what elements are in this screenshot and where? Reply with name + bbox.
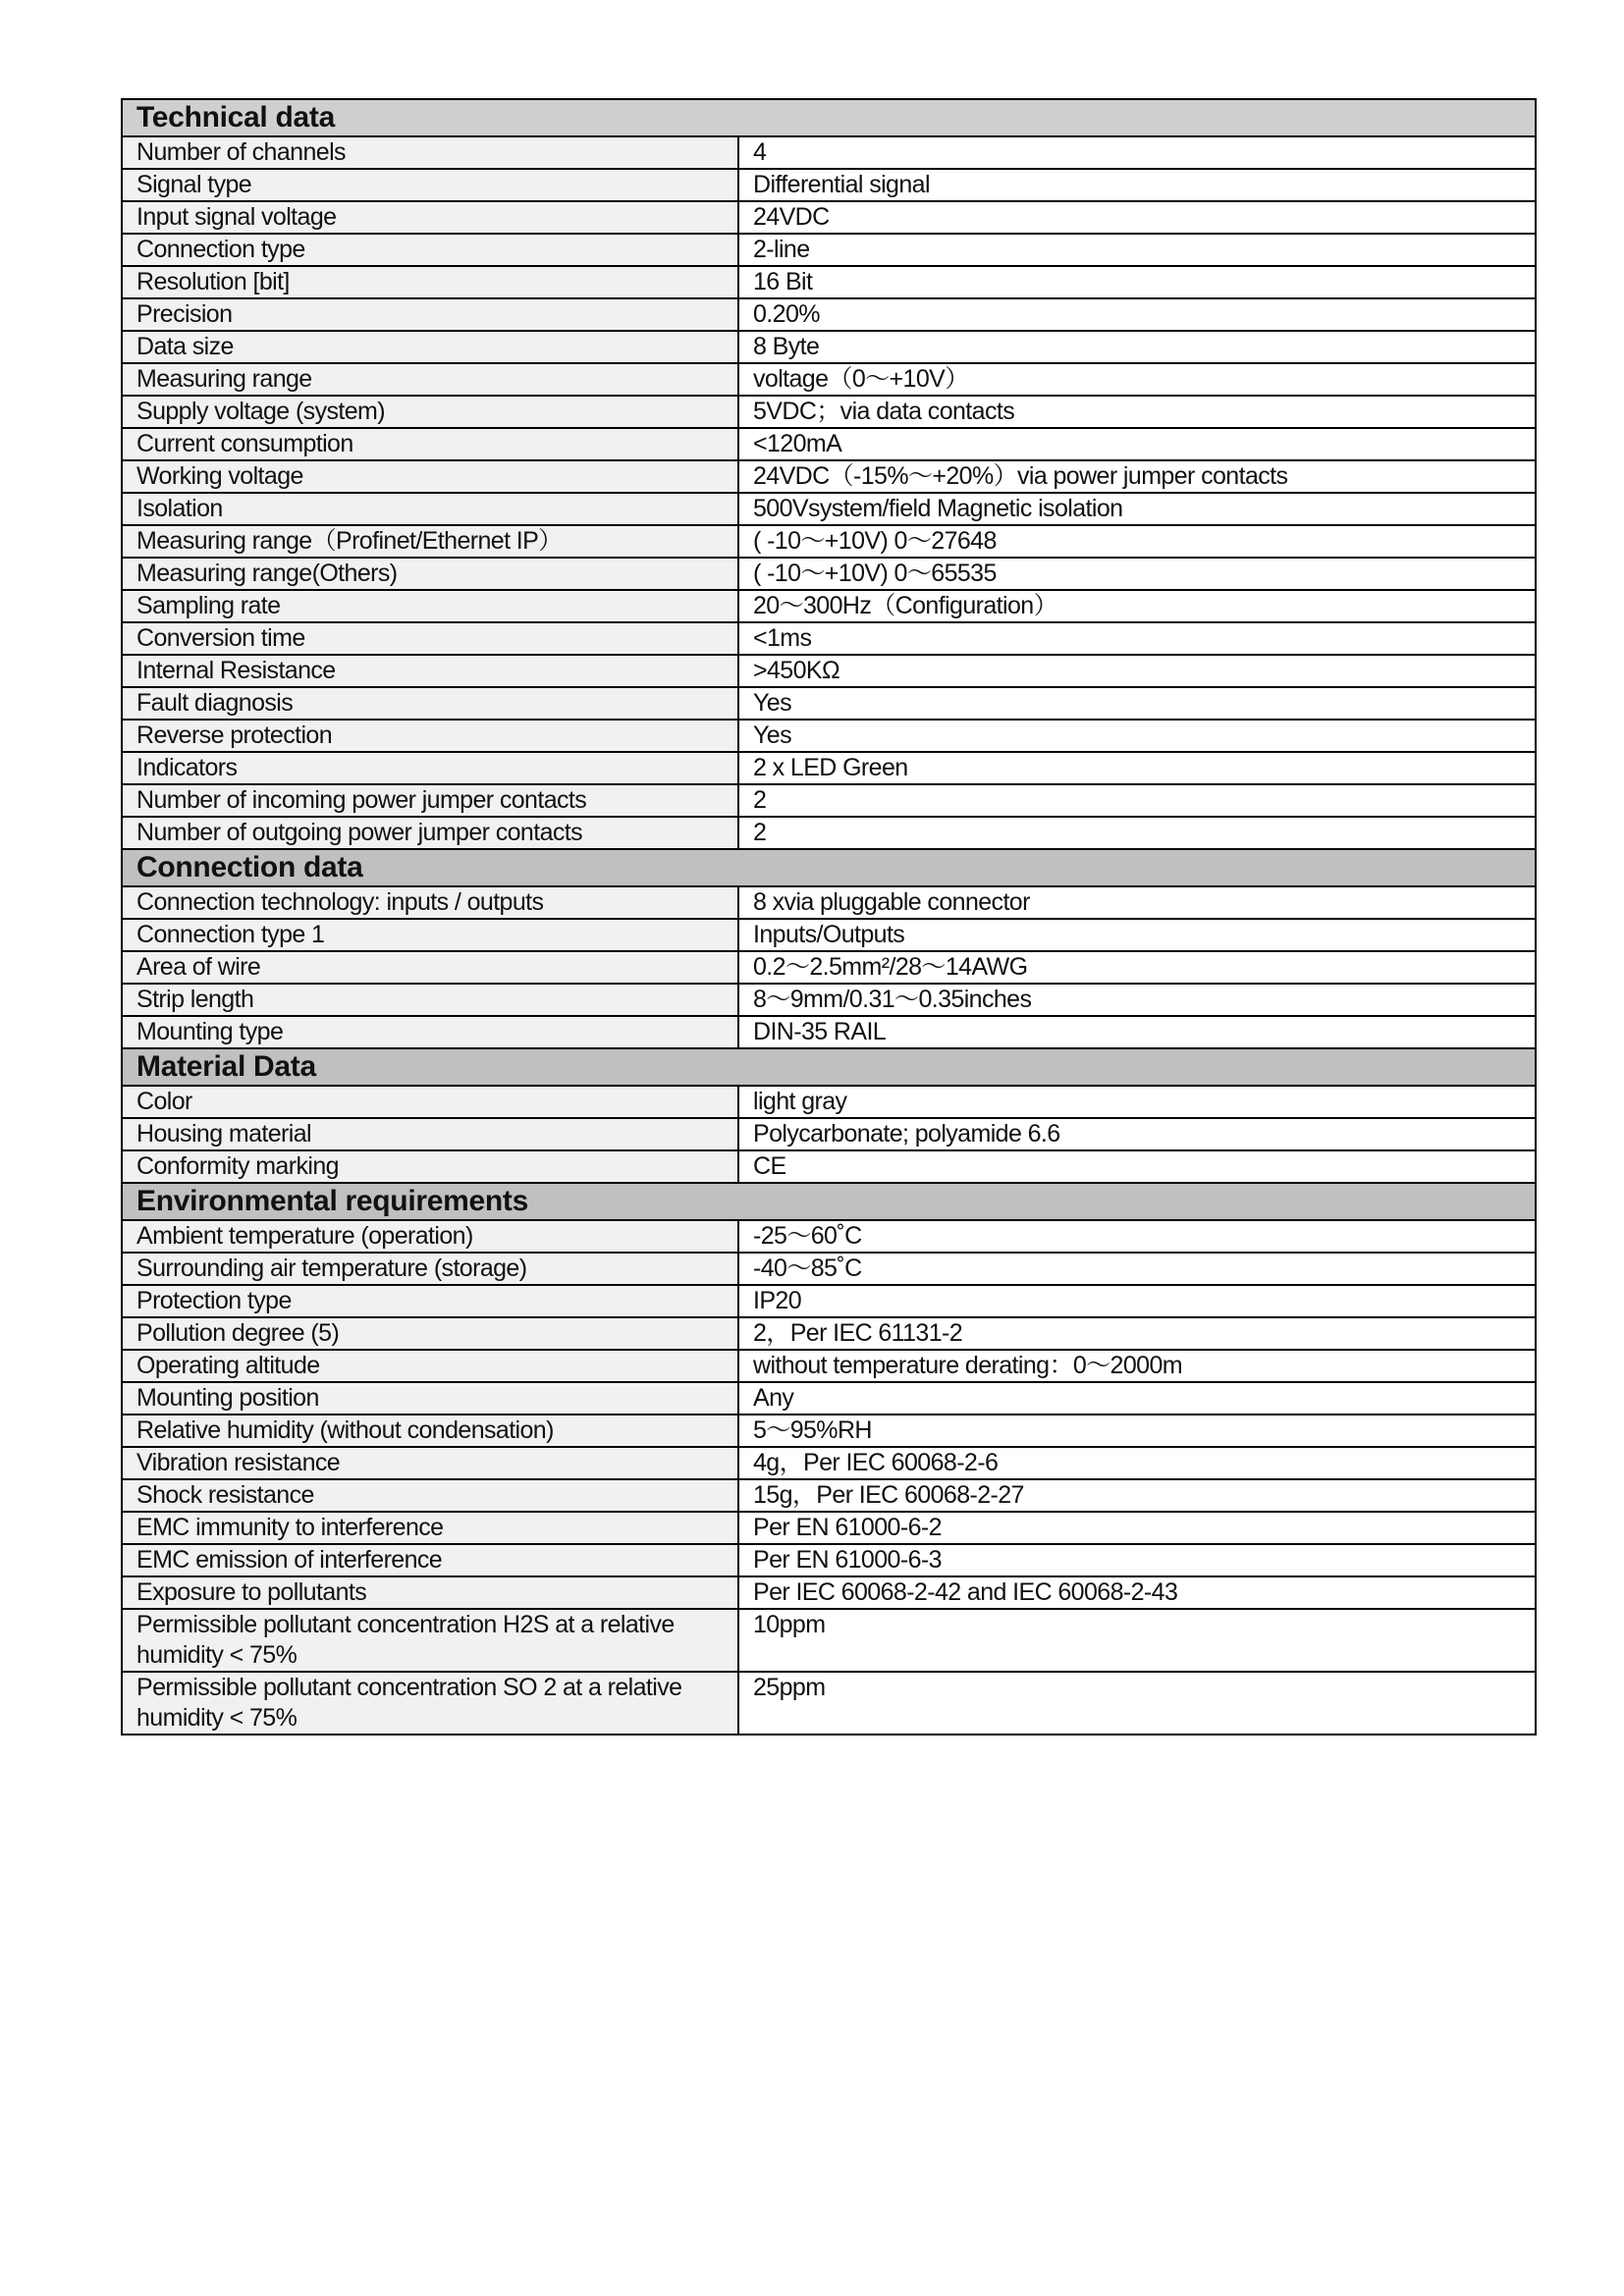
spec-value: 5VDC；via data contacts: [738, 396, 1536, 428]
spec-value: IP20: [738, 1285, 1536, 1317]
spec-value: Per EN 61000-6-3: [738, 1544, 1536, 1576]
spec-value: 0.20%: [738, 298, 1536, 331]
spec-label: Permissible pollutant concentration H2S at a relative humidity < 75%: [122, 1609, 738, 1672]
table-row: [122, 817, 1536, 849]
spec-label: Data size: [122, 331, 738, 363]
spec-value: 5～95%RH: [738, 1415, 1536, 1447]
spec-label: EMC emission of interference: [122, 1544, 738, 1576]
spec-label: Shock resistance: [122, 1479, 738, 1512]
spec-label: EMC immunity to interference: [122, 1512, 738, 1544]
table-row: [122, 1317, 1536, 1350]
spec-label: Pollution degree (5): [122, 1317, 738, 1350]
spec-label: Measuring range（Profinet/Ethernet IP）: [122, 525, 738, 558]
spec-value: 0.2～2.5mm²/28～14AWG: [738, 951, 1536, 984]
spec-label: Resolution [bit]: [122, 266, 738, 298]
spec-label: Number of outgoing power jumper contacts: [122, 817, 738, 849]
table-row: [122, 201, 1536, 234]
section-title: Connection data: [122, 849, 1536, 886]
spec-value: 24VDC: [738, 201, 1536, 234]
spec-value: Per IEC 60068-2-42 and IEC 60068-2-43: [738, 1576, 1536, 1609]
table-row: [122, 1544, 1536, 1576]
spec-value: 25ppm: [738, 1672, 1536, 1735]
table-row: [122, 1285, 1536, 1317]
table-row: [122, 1512, 1536, 1544]
spec-value: 4g，Per IEC 60068-2-6: [738, 1447, 1536, 1479]
spec-label: Signal type: [122, 169, 738, 201]
spec-label: Measuring range(Others): [122, 558, 738, 590]
table-row: [122, 720, 1536, 752]
spec-label: Strip length: [122, 984, 738, 1016]
spec-value: Yes: [738, 687, 1536, 720]
spec-value: ( -10～+10V) 0～65535: [738, 558, 1536, 590]
spec-value: 4: [738, 136, 1536, 169]
table-row: [122, 1220, 1536, 1253]
spec-label: Number of incoming power jumper contacts: [122, 784, 738, 817]
spec-label: Internal Resistance: [122, 655, 738, 687]
spec-value: 2: [738, 817, 1536, 849]
spec-value: Differential signal: [738, 169, 1536, 201]
spec-value: >450KΩ: [738, 655, 1536, 687]
spec-label: Housing material: [122, 1118, 738, 1150]
spec-label: Connection type: [122, 234, 738, 266]
spec-label: Conversion time: [122, 622, 738, 655]
spec-value: <120mA: [738, 428, 1536, 460]
spec-value: 500Vsystem/field Magnetic isolation: [738, 493, 1536, 525]
table-row: [122, 784, 1536, 817]
table-row: [122, 331, 1536, 363]
spec-label: Relative humidity (without condensation): [122, 1415, 738, 1447]
table-row: [122, 1150, 1536, 1183]
table-row: [122, 984, 1536, 1016]
spec-label: Connection type 1: [122, 919, 738, 951]
spec-value: Per EN 61000-6-2: [738, 1512, 1536, 1544]
table-row: [122, 234, 1536, 266]
spec-value: CE: [738, 1150, 1536, 1183]
table-row: [122, 1672, 1536, 1735]
section-header-connection-data: [122, 849, 1536, 886]
spec-label: Sampling rate: [122, 590, 738, 622]
table-row: [122, 951, 1536, 984]
table-row: [122, 169, 1536, 201]
table-row: [122, 1253, 1536, 1285]
spec-label: Supply voltage (system): [122, 396, 738, 428]
table-row: [122, 622, 1536, 655]
spec-label: Operating altitude: [122, 1350, 738, 1382]
spec-value: DIN-35 RAIL: [738, 1016, 1536, 1048]
spec-label: Measuring range: [122, 363, 738, 396]
table-row: [122, 752, 1536, 784]
spec-label: Surrounding air temperature (storage): [122, 1253, 738, 1285]
spec-value: 2 x LED Green: [738, 752, 1536, 784]
table-row: [122, 1350, 1536, 1382]
spec-label: Mounting type: [122, 1016, 738, 1048]
table-row: [122, 428, 1536, 460]
section-title: Material Data: [122, 1048, 1536, 1086]
spec-value: 16 Bit: [738, 266, 1536, 298]
table-row: [122, 1447, 1536, 1479]
spec-label: Protection type: [122, 1285, 738, 1317]
spec-label: Reverse protection: [122, 720, 738, 752]
table-row: [122, 1415, 1536, 1447]
spec-value: ( -10～+10V) 0～27648: [738, 525, 1536, 558]
table-row: [122, 687, 1536, 720]
spec-value: 20～300Hz（Configuration）: [738, 590, 1536, 622]
spec-label: Working voltage: [122, 460, 738, 493]
spec-value: 24VDC（-15%～+20%）via power jumper contacts: [738, 460, 1536, 493]
spec-value: 10ppm: [738, 1609, 1536, 1672]
spec-value: Yes: [738, 720, 1536, 752]
spec-value: light gray: [738, 1086, 1536, 1118]
spec-value: 2: [738, 784, 1536, 817]
spec-value: voltage（0～+10V）: [738, 363, 1536, 396]
table-row: [122, 590, 1536, 622]
spec-label: Ambient temperature (operation): [122, 1220, 738, 1253]
spec-label: Permissible pollutant concentration SO 2 at a relative humidity < 75%: [122, 1672, 738, 1735]
spec-value: 2-line: [738, 234, 1536, 266]
specifications-table-body: [122, 99, 1536, 1735]
table-row: [122, 460, 1536, 493]
table-row: [122, 1609, 1536, 1672]
spec-label: Indicators: [122, 752, 738, 784]
spec-label: Precision: [122, 298, 738, 331]
spec-label: Area of wire: [122, 951, 738, 984]
spec-label: Number of channels: [122, 136, 738, 169]
spec-label: Isolation: [122, 493, 738, 525]
specifications-table: [121, 98, 1537, 1735]
section-header-environmental-requirements: [122, 1183, 1536, 1220]
spec-label: Vibration resistance: [122, 1447, 738, 1479]
table-row: [122, 363, 1536, 396]
section-header-technical-data: [122, 99, 1536, 136]
spec-label: Current consumption: [122, 428, 738, 460]
table-row: [122, 298, 1536, 331]
spec-value: -40～85˚C: [738, 1253, 1536, 1285]
table-row: [122, 1016, 1536, 1048]
table-row: [122, 886, 1536, 919]
table-row: [122, 1576, 1536, 1609]
spec-label: Conformity marking: [122, 1150, 738, 1183]
table-row: [122, 525, 1536, 558]
spec-value: -25～60˚C: [738, 1220, 1536, 1253]
spec-value: without temperature derating：0～2000m: [738, 1350, 1536, 1382]
spec-value: 2，Per IEC 61131-2: [738, 1317, 1536, 1350]
table-row: [122, 1479, 1536, 1512]
spec-label: Color: [122, 1086, 738, 1118]
spec-value: Any: [738, 1382, 1536, 1415]
spec-value: Polycarbonate; polyamide 6.6: [738, 1118, 1536, 1150]
spec-value: 8～9mm/0.31～0.35inches: [738, 984, 1536, 1016]
table-row: [122, 493, 1536, 525]
table-row: [122, 558, 1536, 590]
table-row: [122, 266, 1536, 298]
section-title: Technical data: [122, 99, 1536, 136]
spec-value: <1ms: [738, 622, 1536, 655]
section-header-material-data: [122, 1048, 1536, 1086]
spec-value: 8 Byte: [738, 331, 1536, 363]
spec-label: Connection technology: inputs / outputs: [122, 886, 738, 919]
spec-label: Mounting position: [122, 1382, 738, 1415]
table-row: [122, 919, 1536, 951]
table-row: [122, 1382, 1536, 1415]
spec-label: Input signal voltage: [122, 201, 738, 234]
spec-value: 8 xvia pluggable connector: [738, 886, 1536, 919]
spec-value: Inputs/Outputs: [738, 919, 1536, 951]
section-title: Environmental requirements: [122, 1183, 1536, 1220]
table-row: [122, 396, 1536, 428]
table-row: [122, 136, 1536, 169]
table-row: [122, 1086, 1536, 1118]
spec-label: Exposure to pollutants: [122, 1576, 738, 1609]
spec-label: Fault diagnosis: [122, 687, 738, 720]
table-row: [122, 655, 1536, 687]
spec-value: 15g，Per IEC 60068-2-27: [738, 1479, 1536, 1512]
table-row: [122, 1118, 1536, 1150]
